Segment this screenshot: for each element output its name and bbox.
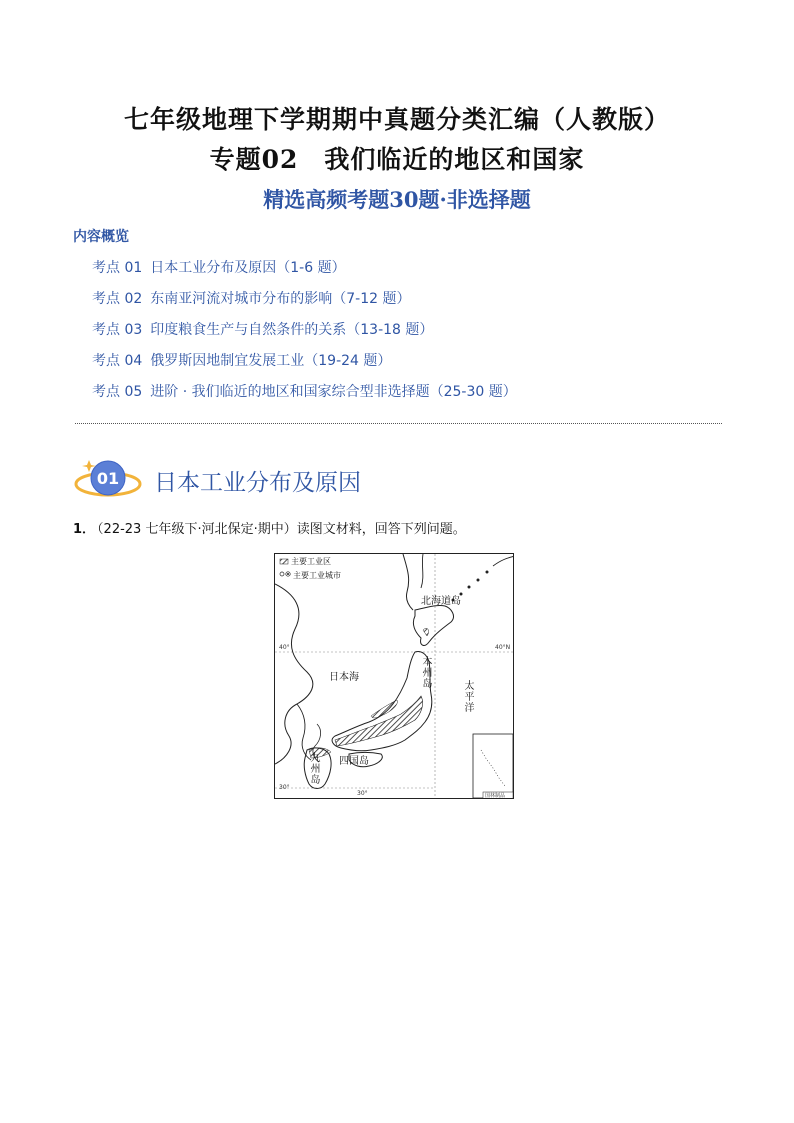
overview-item-text: 印度粮食生产与自然条件的关系（13-18 题） — [150, 322, 434, 338]
overview-item-code: 考点 03 — [92, 322, 143, 338]
lat-40-left: 40° — [279, 644, 290, 651]
japan-industry-map — [274, 553, 514, 799]
overview-item-code: 考点 04 — [92, 353, 143, 369]
overview-item — [92, 320, 517, 351]
lat-30-bottom: 30° — [357, 790, 368, 797]
map-watermark: 国林制品 — [485, 793, 506, 799]
section-number: 01 — [96, 469, 120, 488]
overview-list — [92, 258, 517, 413]
section-badge-icon — [72, 456, 152, 502]
legend-industrial-area: 主要工业区 — [291, 557, 331, 566]
section-divider — [75, 423, 722, 424]
overview-item-text: 进阶 · 我们临近的地区和国家综合型非选择题（25-30 题） — [150, 384, 517, 400]
label-kyushu: 九州岛 — [308, 752, 319, 785]
overview-item — [92, 258, 517, 289]
overview-item-code: 考点 01 — [92, 260, 143, 276]
label-shikoku: 四国岛 — [339, 756, 369, 767]
document-subtitle: 专题02 我们临近的地区和国家 — [209, 145, 585, 174]
overview-heading: 内容概览 — [73, 229, 129, 245]
overview-item-code: 考点 05 — [92, 384, 143, 400]
overview-item — [92, 351, 517, 382]
lat-30-left: 30° — [279, 784, 290, 791]
label-honshu: 本州岛 — [420, 656, 431, 689]
label-hokkaido: 北海道岛 — [421, 596, 461, 607]
lat-40-right: 40°N — [495, 644, 511, 651]
overview-item-text: 日本工业分布及原因（1-6 题） — [150, 260, 346, 276]
label-pacific: 太平洋 — [462, 680, 473, 713]
question-number: 1． — [73, 522, 96, 537]
section-title: 日本工业分布及原因 — [154, 470, 361, 496]
question-1 — [73, 518, 466, 537]
overview-item-text: 俄罗斯因地制宜发展工业（19-24 题） — [150, 353, 392, 369]
overview-item — [92, 382, 517, 413]
label-sea-of-japan: 日本海 — [329, 672, 359, 683]
legend-industrial-city: 主要工业城市 — [293, 571, 341, 580]
document-tagline: 精选高频考题30题·非选择题 — [263, 187, 531, 212]
overview-item — [92, 289, 517, 320]
section-badge — [72, 456, 152, 502]
overview-item-text: 东南亚河流对城市分布的影响（7-12 题） — [150, 291, 411, 307]
question-text: （22-23 七年级下·河北保定·期中）读图文材料，回答下列问题。 — [97, 522, 466, 537]
document-title: 七年级地理下学期期中真题分类汇编（人教版） — [123, 105, 670, 134]
overview-item-code: 考点 02 — [92, 291, 143, 307]
